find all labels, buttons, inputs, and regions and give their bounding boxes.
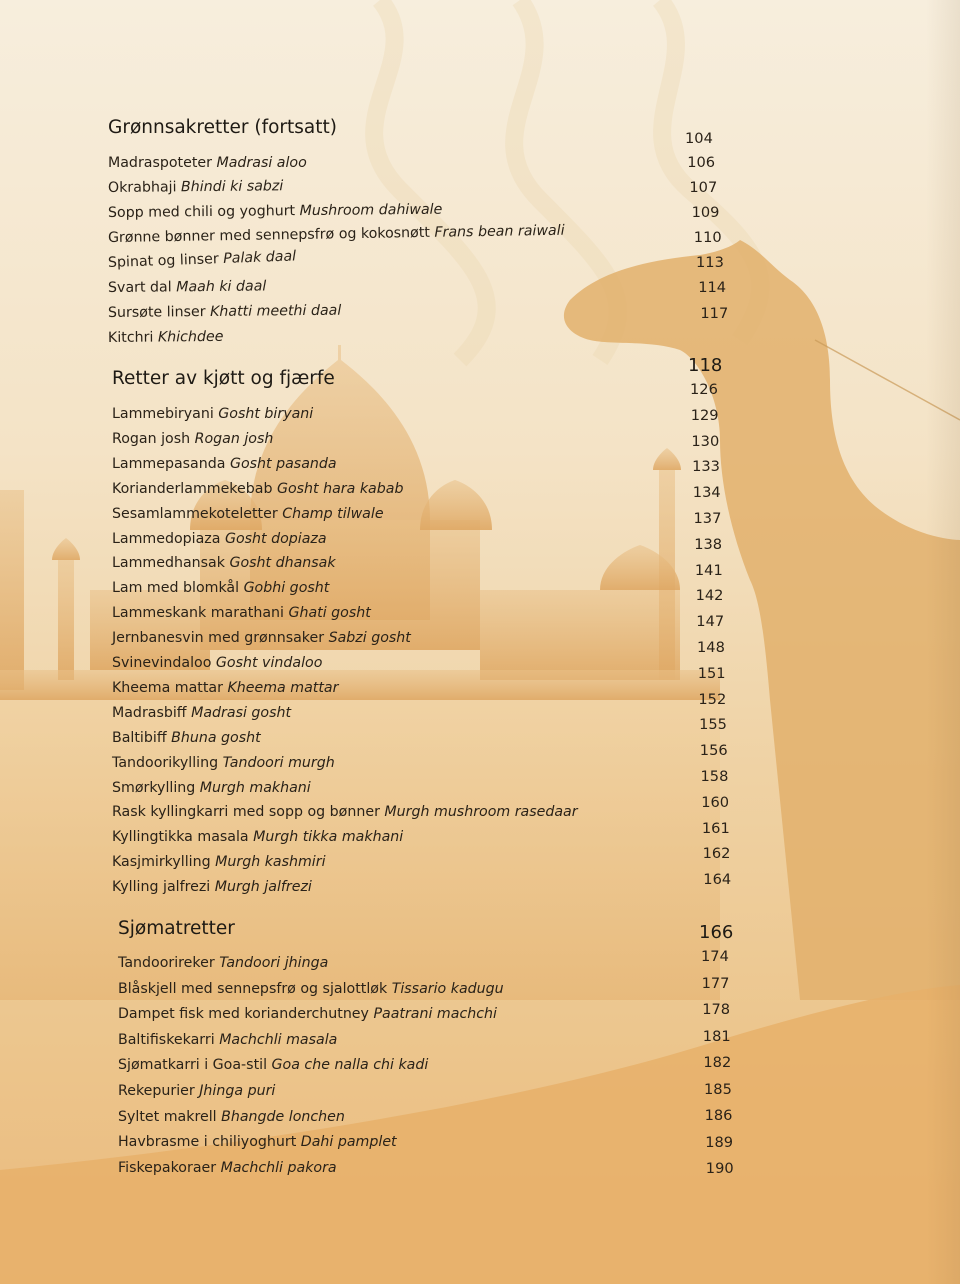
entry-subtitle: Rogan josh xyxy=(194,430,274,447)
entry-page-number: 160 xyxy=(701,793,730,811)
entry-name: Havbrasme i chiliyoghurt xyxy=(118,1134,297,1151)
toc-entry xyxy=(118,1133,397,1151)
toc-entry xyxy=(112,754,335,772)
entry-page-number: 104 xyxy=(685,130,713,147)
entry-page-number: 110 xyxy=(693,229,722,246)
entry-name: Lammedopiaza xyxy=(112,530,221,547)
entry-subtitle: Murgh tikka makhani xyxy=(253,829,404,846)
entry-page-number: 109 xyxy=(691,204,720,221)
entry-name: Jernbanesvin med grønnsaker xyxy=(112,630,325,647)
entry-subtitle: Mushroom dahiwale xyxy=(299,201,443,220)
entry-name: Dampet fisk med korianderchutney xyxy=(118,1006,369,1023)
entry-subtitle: Bhindi ki sabzi xyxy=(180,178,284,196)
entry-subtitle: Khatti meethi daal xyxy=(209,302,342,320)
entry-page-number: 117 xyxy=(700,305,729,322)
entry-page-number: 113 xyxy=(696,254,724,271)
entry-page-number: 138 xyxy=(694,535,723,553)
entry-page-number: 177 xyxy=(701,974,730,992)
entry-name: Blåskjell med sennepsfrø og sjalottløk xyxy=(118,980,388,997)
entry-subtitle: Gosht hara kabab xyxy=(276,480,404,497)
entry-name: Fiskepakoraer xyxy=(118,1159,217,1176)
entry-page-number: 129 xyxy=(690,406,719,424)
entry-page-number: 134 xyxy=(692,484,721,502)
toc-entry xyxy=(112,430,273,448)
toc-entry xyxy=(112,654,322,672)
toc-entry xyxy=(112,579,329,597)
entry-name: Kylling jalfrezi xyxy=(112,879,211,896)
entry-name: Kitchri xyxy=(107,329,154,346)
entry-page-number: 189 xyxy=(705,1133,734,1151)
toc-entry xyxy=(118,1056,428,1074)
toc-entry xyxy=(112,853,326,871)
toc-entry xyxy=(112,455,337,473)
entry-page-number: 151 xyxy=(697,664,726,682)
entry-subtitle: Palak daal xyxy=(222,248,297,267)
entry-subtitle: Murgh mushroom rasedaar xyxy=(384,804,578,821)
entry-page-number: 182 xyxy=(703,1054,732,1071)
entry-page-number: 114 xyxy=(698,279,727,296)
entry-name: Lammedhansak xyxy=(112,555,225,572)
entry-name: Sursøte linser xyxy=(107,304,206,321)
entry-name: Korianderlammekebab xyxy=(112,480,273,497)
entry-page-number: 178 xyxy=(702,1001,731,1018)
entry-subtitle: Madrasi aloo xyxy=(216,155,307,171)
entry-subtitle: Bhangde lonchen xyxy=(221,1108,345,1125)
toc-entry xyxy=(118,1005,497,1023)
entry-subtitle: Jhinga puri xyxy=(199,1083,276,1099)
entry-name: Lammepasanda xyxy=(112,455,226,472)
entry-subtitle: Paatrani machchi xyxy=(373,1006,497,1023)
entry-subtitle: Gosht biryani xyxy=(218,406,314,422)
entry-subtitle: Kheema mattar xyxy=(227,679,339,696)
entry-subtitle: Gobhi gosht xyxy=(243,580,330,597)
entry-page-number: 141 xyxy=(694,561,723,579)
toc-entry xyxy=(112,554,336,572)
entry-name: Svart dal xyxy=(107,279,172,296)
entry-subtitle: Machchli pakora xyxy=(220,1159,337,1176)
toc-entry xyxy=(108,177,283,197)
entry-page-number: 133 xyxy=(692,458,720,476)
entry-name: Spinat og linser xyxy=(107,251,219,271)
entry-name: Svinevindaloo xyxy=(112,655,212,671)
entry-page-number: 142 xyxy=(695,587,724,605)
entry-page-number: 130 xyxy=(691,432,720,450)
toc-entry xyxy=(112,729,261,747)
entry-page-number: 181 xyxy=(702,1027,731,1045)
toc-entry xyxy=(108,222,565,247)
entry-page-number: 126 xyxy=(690,381,718,398)
entry-subtitle: Sabzi gosht xyxy=(328,630,411,647)
entry-subtitle: Maah ki daal xyxy=(176,278,267,296)
toc-entry xyxy=(108,154,307,172)
entry-name: Lammebiryani xyxy=(112,406,214,422)
toc-entry xyxy=(112,704,291,722)
entry-subtitle: Khichdee xyxy=(157,328,224,346)
entry-name: Kheema mattar xyxy=(112,679,223,696)
entry-name: Tandoorireker xyxy=(118,955,215,971)
entry-subtitle: Ghati gosht xyxy=(288,605,371,622)
entry-subtitle: Goa che nalla chi kadi xyxy=(271,1057,429,1074)
entry-subtitle: Dahi pamplet xyxy=(300,1134,397,1151)
toc-entry xyxy=(108,328,224,347)
entry-subtitle: Gosht vindaloo xyxy=(215,655,323,671)
entry-name: Tandoorikylling xyxy=(112,754,219,771)
toc-entry xyxy=(118,1031,337,1049)
entry-page-number: 155 xyxy=(699,716,727,734)
entry-subtitle: Champ tilwale xyxy=(282,505,384,522)
toc-entry xyxy=(112,629,411,647)
entry-name: Lammeskank marathani xyxy=(112,605,284,622)
entry-name: Grønne bønner med sennepsfrø og kokosnøtt xyxy=(107,224,431,246)
entry-subtitle: Murgh jalfrezi xyxy=(214,879,312,896)
entry-subtitle: Murgh kashmiri xyxy=(215,854,326,871)
entry-subtitle: Murgh makhani xyxy=(199,779,311,796)
entry-name: Sopp med chili og yoghurt xyxy=(107,203,296,221)
entry-subtitle: Tissario kadugu xyxy=(391,980,504,997)
toc-entry xyxy=(112,679,338,697)
entry-subtitle: Bhuna gosht xyxy=(171,729,261,746)
entry-name: Okrabhaji xyxy=(107,179,177,196)
entry-page-number: 106 xyxy=(687,154,716,171)
entry-name: Kasjmirkylling xyxy=(112,854,211,871)
section-page-number: 166 xyxy=(699,922,734,943)
entry-name: Rask kyllingkarri med sopp og bønner xyxy=(112,804,380,821)
entry-page-number: 174 xyxy=(701,948,729,965)
entry-page-number: 147 xyxy=(696,613,725,631)
entry-subtitle: Tandoori jhinga xyxy=(219,955,329,971)
toc-entry xyxy=(118,1159,337,1177)
entry-subtitle: Gosht dhansak xyxy=(229,555,336,572)
entry-page-number: 164 xyxy=(703,871,732,889)
section-heading: Grønnsakretter (fortsatt) xyxy=(108,117,337,138)
entry-page-number: 107 xyxy=(689,179,718,196)
toc-entry xyxy=(112,803,578,821)
entry-subtitle: Gosht dopiaza xyxy=(224,530,327,547)
entry-subtitle: Madrasi gosht xyxy=(191,704,292,721)
section-page-number: 118 xyxy=(688,355,723,376)
entry-name: Sesamlammekoteletter xyxy=(112,505,278,522)
entry-page-number: 158 xyxy=(700,768,729,785)
entry-page-number: 162 xyxy=(702,845,731,863)
entry-page-number: 152 xyxy=(698,690,727,708)
toc-entry xyxy=(112,828,403,846)
entry-name: Lam med blomkål xyxy=(112,580,240,597)
entry-name: Sjømatkarri i Goa-stil xyxy=(118,1057,268,1074)
section-heading: Sjømatretter xyxy=(118,918,235,939)
toc-entry xyxy=(108,247,297,272)
entry-page-number: 137 xyxy=(693,510,722,527)
entry-page-number: 186 xyxy=(704,1107,733,1124)
entry-page-number: 190 xyxy=(705,1160,734,1177)
toc-entry xyxy=(118,980,504,998)
entry-name: Baltibiff xyxy=(112,729,167,746)
toc-entry xyxy=(108,201,442,222)
section-heading: Retter av kjøtt og fjærfe xyxy=(112,368,335,389)
entry-subtitle: Gosht pasanda xyxy=(229,455,337,472)
toc-entry xyxy=(112,405,313,423)
entry-name: Madrasbiff xyxy=(112,704,187,721)
toc-entry xyxy=(112,480,403,498)
entry-page-number: 185 xyxy=(704,1080,732,1098)
entry-subtitle: Machchli masala xyxy=(219,1031,338,1048)
toc-entry xyxy=(118,1108,345,1126)
entry-name: Smørkylling xyxy=(112,779,196,796)
toc-entry xyxy=(112,779,311,797)
toc-entry xyxy=(108,277,266,297)
entry-page-number: 161 xyxy=(701,819,730,837)
entry-name: Rogan josh xyxy=(112,430,191,447)
entry-name: Kyllingtikka masala xyxy=(112,829,249,846)
entry-page-number: 148 xyxy=(697,639,725,656)
toc-entry xyxy=(118,954,328,972)
toc-entry xyxy=(112,505,384,523)
toc-entry xyxy=(118,1082,275,1100)
entry-page-number: 156 xyxy=(699,742,728,760)
entry-name: Syltet makrell xyxy=(118,1108,217,1125)
toc-entry xyxy=(112,530,327,548)
entry-name: Madraspoteter xyxy=(108,155,212,171)
entry-subtitle: Tandoori murgh xyxy=(222,754,335,771)
entry-subtitle: Frans bean raiwali xyxy=(434,222,565,241)
toc-entry xyxy=(108,302,341,322)
toc-entry xyxy=(112,604,371,622)
entry-name: Rekepurier xyxy=(118,1083,195,1099)
entry-name: Baltifiskekarri xyxy=(118,1031,215,1048)
toc-entry xyxy=(112,878,312,896)
